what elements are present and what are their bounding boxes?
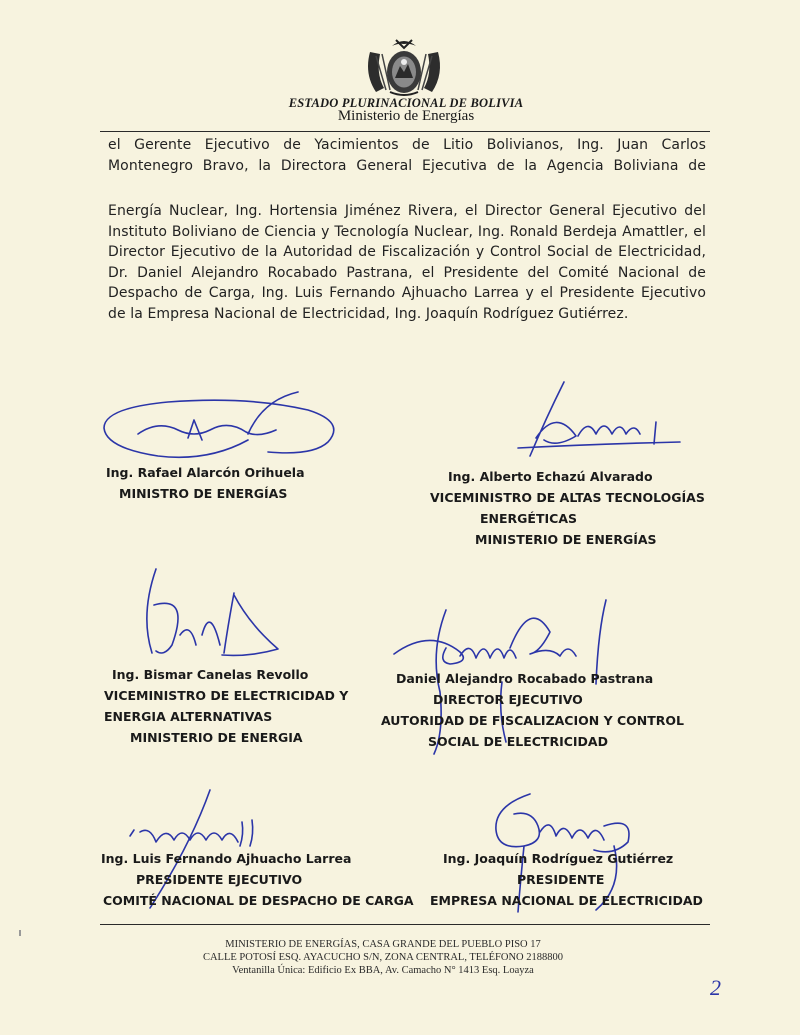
signatory-title: COMITÉ NACIONAL DE DESPACHO DE CARGA bbox=[103, 893, 414, 908]
signature-block bbox=[101, 848, 414, 911]
signatory-title: PRESIDENTE bbox=[517, 872, 605, 887]
signatory-title: VICEMINISTRO DE ELECTRICIDAD Y bbox=[104, 688, 349, 703]
signatory-name: Ing. Luis Fernando Ajhuacho Larrea bbox=[101, 851, 352, 866]
signatory-title: SOCIAL DE ELECTRICIDAD bbox=[428, 734, 608, 749]
signature-block bbox=[430, 848, 703, 911]
body-paragraph-1: el Gerente Ejecutivo de Yacimientos de Litio Bolivianos, Ing. Juan Carlos Montenegro Bravo, la Directora General Ejecutiva de la Agencia Boliviana de bbox=[108, 137, 706, 174]
signature-mark bbox=[516, 378, 686, 474]
page-number: 2 bbox=[710, 975, 721, 1000]
signatory-title: ENERGIA ALTERNATIVAS bbox=[104, 709, 273, 724]
signatory-title: ENERGÉTICAS bbox=[480, 511, 577, 526]
ministry-heading: Ministerio de Energías bbox=[337, 108, 475, 124]
signatory-name: Ing. Rafael Alarcón Orihuela bbox=[106, 465, 305, 480]
signatory-title: MINISTERIO DE ENERGÍAS bbox=[475, 532, 657, 547]
signatory-title: PRESIDENTE EJECUTIVO bbox=[136, 872, 303, 887]
signatory-title: DIRECTOR EJECUTIVO bbox=[433, 692, 583, 707]
bolivia-coat-of-arms-icon bbox=[362, 34, 446, 98]
footer-line: CALLE POTOSÍ ESQ. AYACUCHO S/N, ZONA CENTRAL, TELÉFONO 2188800 bbox=[202, 952, 564, 963]
signatory-title: MINISTERIO DE ENERGIA bbox=[130, 730, 303, 745]
scan-speck bbox=[19, 930, 21, 936]
footer-divider bbox=[100, 924, 710, 925]
footer-line: Ventanilla Única: Edificio Ex BBA, Av. Camacho N° 1413 Esq. Loayza bbox=[232, 965, 534, 976]
signature-mark bbox=[130, 565, 280, 665]
signature-mark bbox=[98, 390, 338, 470]
signature-block bbox=[381, 668, 684, 752]
signatory-name: Ing. Joaquín Rodríguez Gutiérrez bbox=[443, 851, 674, 866]
signatory-title: EMPRESA NACIONAL DE ELECTRICIDAD bbox=[430, 893, 703, 908]
signatory-name: Daniel Alejandro Rocabado Pastrana bbox=[396, 671, 654, 686]
body-paragraph-2: Energía Nuclear, Ing. Hortensia Jiménez Rivera, el Director General Ejecutivo del Instituto Boliviano de Ciencia y Tecnología Nuclear, Ing. Ronald Berdeja Amattler, el Director Ejecutivo de la Autoridad de Fiscalización y Control Social de Electricidad, Dr. Daniel Alejandro Rocabado Pastrana, el Presidente del Comité Nacional de Despacho de Carga, Ing. Luis Fernando Ajhuacho Larrea y el Presidente Ejecutivo de la Empresa Nacional de Electricidad, Ing. Joaquín Rodríguez Gutiérrez. bbox=[108, 203, 706, 322]
signature-block bbox=[430, 466, 705, 550]
signatory-name: Ing. Alberto Echazú Alvarado bbox=[448, 469, 653, 484]
signatory-name: Ing. Bismar Canelas Revollo bbox=[112, 667, 309, 682]
signatory-title: MINISTRO DE ENERGÍAS bbox=[119, 486, 288, 501]
footer-line: MINISTERIO DE ENERGÍAS, CASA GRANDE DEL PUEBLO PISO 17 bbox=[225, 939, 541, 950]
signature-block bbox=[106, 462, 305, 504]
state-name-heading: ESTADO PLURINACIONAL DE BOLIVIA bbox=[288, 96, 524, 110]
signatory-title: AUTORIDAD DE FISCALIZACION Y CONTROL bbox=[381, 713, 684, 728]
header-divider bbox=[100, 131, 710, 132]
signatory-title: VICEMINISTRO DE ALTAS TECNOLOGÍAS bbox=[430, 490, 705, 505]
signature-block bbox=[104, 664, 348, 748]
footer-address bbox=[0, 938, 766, 977]
